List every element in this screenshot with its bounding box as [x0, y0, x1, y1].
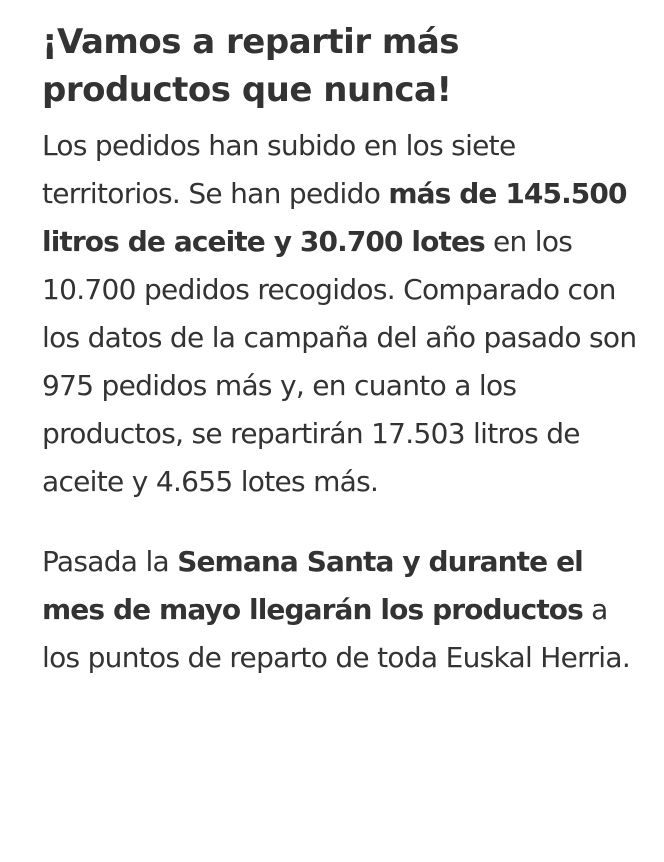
- paragraph-text: en los 10.700 pedidos recogidos. Comparado con los datos de la campaña del año pasado son 975 pedidos más y, en cuanto a los productos, se repartirán 17.503 litros de aceite y 4.655 lotes más.: [42, 225, 637, 498]
- paragraph-text: Pasada la: [42, 545, 178, 578]
- paragraph-text: Los pedidos han subido en los siete territorios. Se han pedido: [42, 129, 516, 210]
- paragraph-highlight: más de 145.500 litros de aceite y 30.700 lotes: [42, 177, 627, 258]
- paragraph-text: a los puntos de reparto de toda Euskal Herria.: [42, 593, 631, 674]
- article-paragraph-orders: [42, 122, 642, 506]
- article-title: ¡Vamos a repartir más productos que nunca!: [42, 22, 460, 110]
- article: [42, 18, 642, 682]
- article-paragraph-delivery: [42, 538, 642, 682]
- paragraph-highlight: Semana Santa y durante el mes de mayo llegarán los productos: [42, 545, 583, 626]
